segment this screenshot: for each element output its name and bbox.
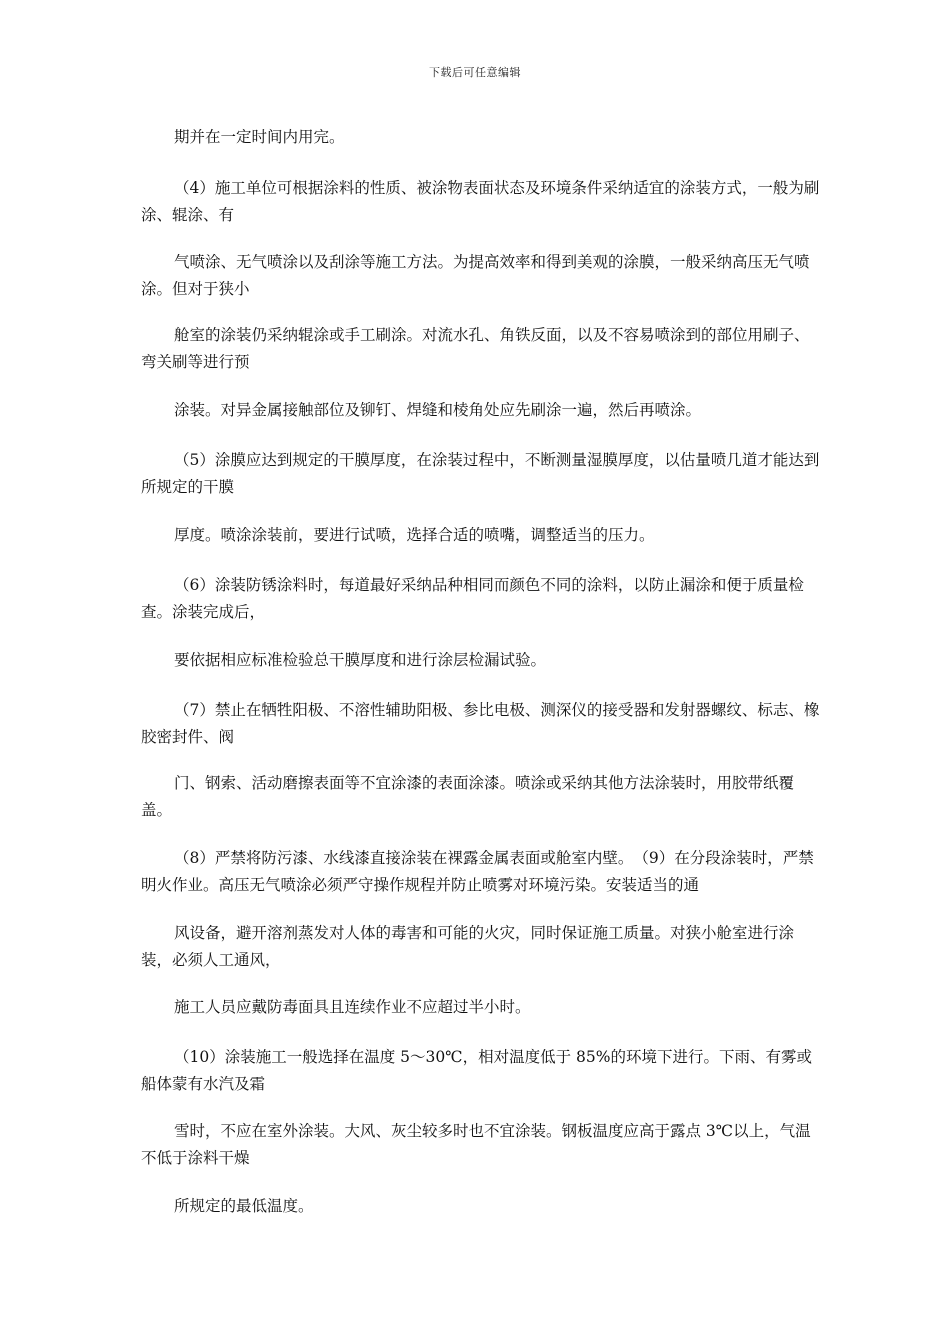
paragraph-11: 门、钢索、活动磨擦表面等不宜涂漆的表面涂漆。喷涂或采纳其他方法涂装时，用胶带纸覆盖。 (141, 774, 795, 819)
paragraph-15: （10）涂装施工一般选择在温度 5～30℃，相对温度低于 85%的环境下进行。下雨、有雾或船体蒙有水汽及霜 (141, 1048, 812, 1093)
paragraph-12: （8）严禁将防污漆、水线漆直接涂装在裸露金属表面或舱室内壁。 （9）在分段涂装时，严禁明火作业。高压无气喷涂必须严守操作规程并防止喷雾对环境污染。安装适当的通 (141, 849, 814, 894)
paragraph-1: 期并在一定时间内用完。 (174, 128, 345, 146)
paragraph-9: 要依据相应标准检验总干膜厚度和进行涂层检漏试验。 (174, 651, 547, 669)
paragraph-4: 舱室的涂装仍采纳辊涂或手工刷涂。对流水孔、角铁反面，以及不容易喷涂到的部位用刷子、弯关刷等进行预 (141, 326, 810, 371)
paragraph-6: （5）涂膜应达到规定的干膜厚度，在涂装过程中，不断测量湿膜厚度，以估量喷几道才能达到所规定的干膜 (141, 451, 820, 496)
paragraph-3: 气喷涂、无气喷涂以及刮涂等施工方法。为提高效率和得到美观的涂膜，一般采纳高压无气喷涂。但对于狭小 (141, 253, 810, 298)
page-header: 下载后可任意编辑 (429, 66, 521, 79)
paragraph-2: （4）施工单位可根据涂料的性质、被涂物表面状态及环境条件采纳适宜的涂装方式，一般为刷涂、辊涂、有 (141, 179, 820, 224)
paragraph-14: 施工人员应戴防毒面具且连续作业不应超过半小时。 (174, 998, 531, 1016)
paragraph-7: 厚度。喷涂涂装前，要进行试喷，选择合适的喷嘴，调整适当的压力。 (174, 526, 655, 544)
paragraph-8: （6）涂装防锈涂料时，每道最好采纳品种相同而颜色不同的涂料，以防止漏涂和便于质量检查。涂装完成后， (141, 576, 804, 621)
paragraph-13: 风设备，避开溶剂蒸发对人体的毒害和可能的火灾，同时保证施工质量。对狭小舱室进行涂装，必须人工通风， (141, 924, 795, 969)
paragraph-16: 雪时，不应在室外涂装。大风、灰尘较多时也不宜涂装。钢板温度应高于露点 3℃以上，气温不低于涂料干燥 (141, 1122, 811, 1167)
paragraph-10: （7）禁止在牺牲阳极、不溶性辅助阳极、参比电极、测深仪的接受器和发射器螺纹、标志、橡胶密封件、阀 (141, 701, 820, 746)
paragraph-17: 所规定的最低温度。 (174, 1197, 314, 1215)
paragraph-5: 涂装。对异金属接触部位及铆钉、焊缝和棱角处应先刷涂一遍，然后再喷涂。 (174, 401, 702, 419)
